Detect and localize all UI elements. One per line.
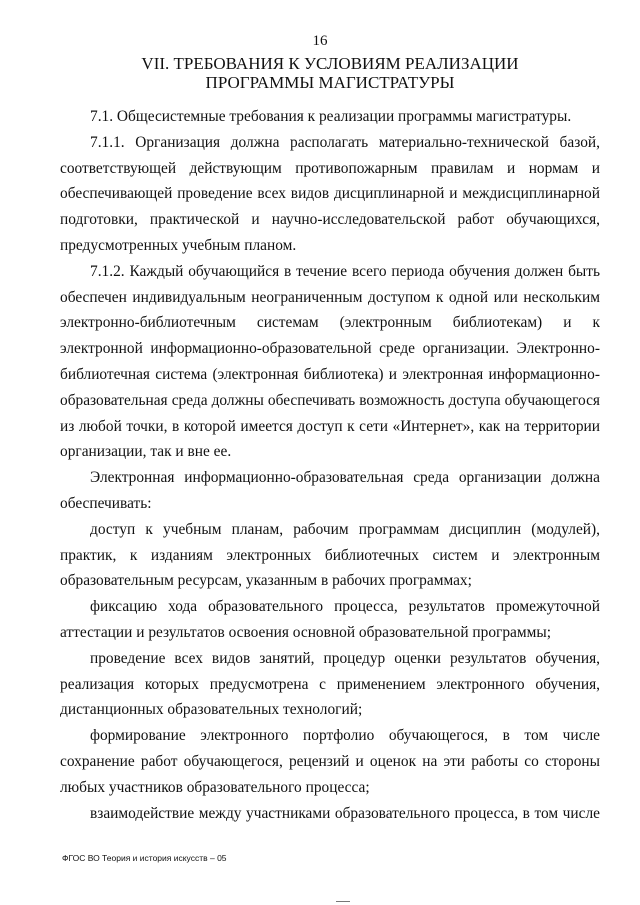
paragraph-eios-intro: Электронная информационно-образовательная среда организации должна обеспечивать: [60, 469, 600, 512]
list-item-interaction: взаимодействие между участниками образовательного процесса, в том числе [90, 804, 600, 822]
list-item-recording: фиксацию хода образовательного процесса, результатов промежуточной аттестации и результатов освоения основной образовательной программы; [60, 598, 600, 641]
list-item-access: доступ к учебным планам, рабочим программам дисциплин (модулей), практик, к изданиям электронных библиотечных систем и электронным образовательным ресурсам, указанным в рабочих программах; [60, 520, 600, 590]
document-body [60, 104, 600, 826]
section-heading: VII. ТРЕБОВАНИЯ К УСЛОВИЯМ РЕАЛИЗАЦИИ ПРОГРАММЫ МАГИСТРАТУРЫ [141, 54, 519, 92]
paragraph-7-1-2: 7.1.2. Каждый обучающийся в течение всего периода обучения должен быть обеспечен индивидуальным неограниченным доступом к одной или нескольким электронно-библиотечным системам (электронным библиотекам) и к электронной информационно-образовательной среде организации. Электронно-библиотечная система (электронная библиотека) и электронная информационно-образовательная среда должны обеспечивать возможность доступа обучающегося из любой точки, в которой имеется доступ к сети «Интернет», как на территории организации, так и вне ее. [60, 262, 600, 461]
list-item-conducting: проведение всех видов занятий, процедур оценки результатов обучения, реализация которых предусмотрена с применением электронного обучения, дистанционных образовательных технологий; [60, 649, 600, 719]
paragraph-7-1-1: 7.1.1. Организация должна располагать материально-технической базой, соответствующей действующим противопожарным правилам и нормам и обеспечивающей проведение всех видов дисциплинарной и междисциплинарной подготовки, практической и научно-исследовательской работ обучающихся, предусмотренных учебным планом. [60, 133, 600, 254]
paragraph-7-1: 7.1. Общесистемные требования к реализации программы магистратуры. [90, 108, 572, 125]
list-item-portfolio: формирование электронного портфолио обучающегося, в том числе сохранение работ обучающегося, рецензий и оценок на эти работы со стороны любых участников образовательного процесса; [60, 727, 600, 796]
scan-mark [336, 901, 350, 902]
page-footer: ФГОС ВО Теория и история искусств – 05 [62, 853, 227, 863]
page-number: 16 [312, 33, 328, 49]
